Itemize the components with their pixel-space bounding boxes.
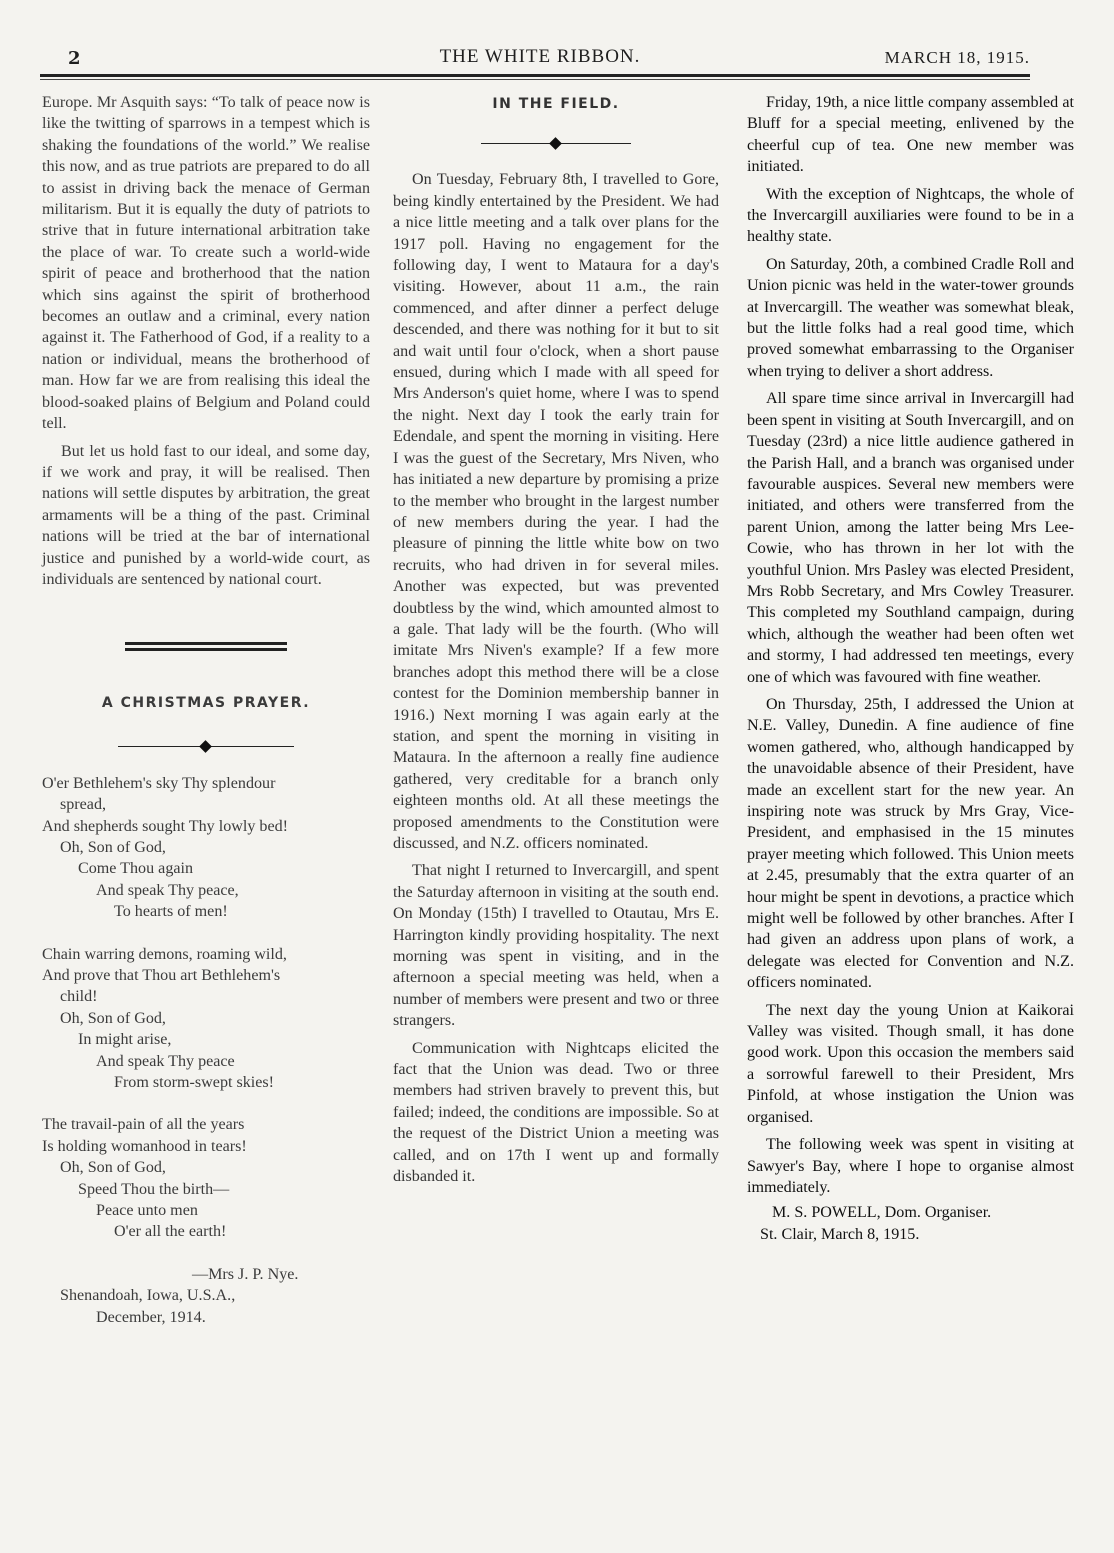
poem-line: O'er Bethlehem's sky Thy splendour xyxy=(42,774,276,792)
header-rule xyxy=(40,74,1030,77)
poem-stanza xyxy=(42,773,370,923)
poem-line: And speak Thy peace, xyxy=(96,881,239,899)
poem-line: Chain warring demons, roaming wild, xyxy=(42,945,287,963)
page-number: 2 xyxy=(68,48,81,69)
poem-line: Oh, Son of God, xyxy=(60,1009,166,1027)
poem-title: A CHRISTMAS PRAYER. xyxy=(101,695,311,712)
poem-stanza xyxy=(42,1114,370,1242)
article-paragraph: On Tuesday, February 8th, I travelled to Gore, being kindly entertained by the President. We had a nice little meeting and a talk over plans for the 1917 poll. Having no engagement for the following day, I went to Mataura for a day's visiting. However, about 11 a.m., the rain commenced, and after dinner a perfect deluge descended, and there was nothing for it but to sit and wait until four o'clock, when a short pause ensued, during which I made with all speed for Mrs Anderson's quiet home, where I was to spend the night. Next day I took the early train for Edendale, and spent the morning in visiting. Here I was the guest of the Secretary, Mrs Niven, who has initiated a new departure by promising a prize to the member who brought in the largest number of new members during the year. I had the pleasure of pinning the little white bow on two recruits, who had driven in for several miles. Another was expected, but was prevented doubtless by the wind, which amounted almost to a gale. That lady will be the fourth. (Who will imitate Mrs Niven's example? If a few more branches adopt this method there will be a close contest for the Dominion membership banner in 1916.) Next morning I was again early at the station, and spent the morning in visiting in Mataura. In the afternoon a really fine audience gathered, very creditable for a branch only eighteen months old. At all these meetings the proposed amendments to the Constitution were discussed, and N.Z. officers nominated. xyxy=(393,171,719,852)
page-header xyxy=(40,44,1040,74)
poem-line: O'er all the earth! xyxy=(114,1223,227,1241)
column-left xyxy=(42,92,370,1328)
article-paragraph: That night I returned to Invercargill, and spent the Saturday afternoon in visiting at the south end. On Monday (15th) I travelled to Otautau, Mrs E. Harrington kindly providing hospitality. The next morning was spent in visiting, and in the afternoon a special meeting was held, when a number of members were present and two or three strangers. xyxy=(393,862,719,1030)
poem-place: Shenandoah, Iowa, U.S.A., xyxy=(60,1287,236,1305)
header-rule-thin xyxy=(40,79,1030,80)
author-signature: M. S. POWELL, Dom. Organiser. xyxy=(772,1204,992,1222)
article-paragraph: The following week was spent in visiting at Sawyer's Bay, where I hope to organise almost immediately. xyxy=(747,1136,1074,1196)
ornament-divider xyxy=(481,138,631,150)
poem-line: To hearts of men! xyxy=(114,903,228,921)
article-paragraph: Europe. Mr Asquith says: “To talk of peace now is like the twitting of sparrows in a tempest which is shaking the foundations of the world.” We realise this now, and as true patriots are prepared to do all to assist in driving back the menace of German militarism. But it is equally the duty of patriots to strive that in future international arbitration take the place of war. To create such a world-wide spirit of peace and brotherhood that the nation which sins against the spirit of brotherhood becomes an outlaw and a criminal, every nation against it. The Fatherhood of God, if a reality to a nation or individual, means the brotherhood of man. How far we are from realising this ideal the blood-soaked plains of Belgium and Poland could tell. xyxy=(42,94,370,433)
poem-line: And prove that Thou art Bethlehem's xyxy=(42,967,281,984)
article-paragraph: Communication with Nightcaps elicited the fact that the Union was dead. Two or three members had striven bravely to prevent this, but failed; indeed, the conditions are impossible. So at the request of the District Union a meeting was called, and on 17th I went up and formally disbanded it. xyxy=(393,1039,719,1186)
poem-line: And shepherds sought Thy lowly bed! xyxy=(42,817,289,835)
poem-line: Speed Thou the birth— xyxy=(78,1180,230,1198)
poem-signature: —Mrs J. P. Nye. xyxy=(192,1265,299,1283)
issue-date: MARCH 18, 1915. xyxy=(884,48,1030,67)
poem-line: In might arise, xyxy=(78,1031,172,1049)
author-signoff: St. Clair, March 8, 1915. xyxy=(760,1225,920,1243)
poem-line: The travail-pain of all the years xyxy=(42,1116,245,1134)
poem-line: child! xyxy=(60,988,98,1006)
poem-stanza xyxy=(42,944,370,1094)
poem-line: Oh, Son of God, xyxy=(60,838,166,856)
article-paragraph: But let us hold fast to our ideal, and some day, if we work and pray, it will be realised. Then nations will settle disputes by arbitration, the great armaments will be a thing of the past. Criminal nations will be tried at the bar of international justice and punished by a world-wide court, as individuals are sentenced by national court. xyxy=(42,442,370,588)
ornament-divider xyxy=(118,741,294,753)
section-divider xyxy=(125,642,287,651)
masthead-title: THE WHITE RIBBON. xyxy=(439,46,641,67)
poem-line: Is holding womanhood in tears! xyxy=(42,1137,247,1155)
column-right xyxy=(747,92,1074,1245)
poem-line: Oh, Son of God, xyxy=(60,1159,166,1177)
article-paragraph: All spare time since arrival in Invercargill had been spent in visiting at South Invercargill, and on Tuesday (23rd) a nice little audience gathered in the Parish Hall, and a branch was organised under favourable auspices. Several new members were initiated, and others were transferred from the parent Union, among the latter being Mrs Lee-Cowie, who has thrown in her lot with the youthful Union. Mrs Pasley was elected President, Mrs Robb Secretary, and Mrs Cowley Treasurer. This completed my Southland campaign, during which, although the weather had been often wet and stormy, I had addressed ten meetings, every one of which was favoured with fine weather. xyxy=(747,390,1074,686)
poem-line: And speak Thy peace xyxy=(96,1052,235,1070)
article-paragraph: With the exception of Nightcaps, the whole of the Invercargill auxiliaries were found to be in a healthy state. xyxy=(747,185,1074,246)
poem-line: spread, xyxy=(60,796,107,814)
poem xyxy=(42,773,370,1328)
poem-date: December, 1914. xyxy=(96,1308,206,1326)
section-title: IN THE FIELD. xyxy=(492,96,620,112)
article-paragraph: On Saturday, 20th, a combined Cradle Roll and Union picnic was held in the water-tower grounds at Invercargill. The weather was somewhat bleak, but the little folks had a real good time, which proved somewhat embarrassing to the Organiser when trying to deliver a short address. xyxy=(747,255,1074,380)
article-paragraph: The next day the young Union at Kaikorai Valley was visited. Though small, it has done good work. Upon this occasion the members said a sorrowful farewell to their President, Mrs Pinfold, at whose instigation the Union was organised. xyxy=(747,1001,1074,1126)
column-middle xyxy=(393,92,719,1188)
article-paragraph: On Thursday, 25th, I addressed the Union at N.E. Valley, Dunedin. A fine audience of fine women gathered, who, although handicapped by the unavoidable absence of their President, have made an excellent start for the new year. An inspiring note was struck by Mrs Gray, Vice-President, and emphasised in the 15 minutes prayer meeting which followed. This Union meets at 2.45, presumably that the extra quarter of an hour might be spent in devotions, a practice which might well be followed by other branches. After I had given an address upon plans of work, a delegate was elected for Convention and N.Z. officers nominated. xyxy=(747,695,1074,992)
poem-line: From storm-swept skies! xyxy=(114,1074,275,1092)
article-paragraph: Friday, 19th, a nice little company assembled at Bluff for a special meeting, enlivened by the cheerful cup of tea. One new member was initiated. xyxy=(747,94,1074,176)
poem-line: Come Thou again xyxy=(78,860,194,878)
poem-line: Peace unto men xyxy=(96,1202,198,1220)
